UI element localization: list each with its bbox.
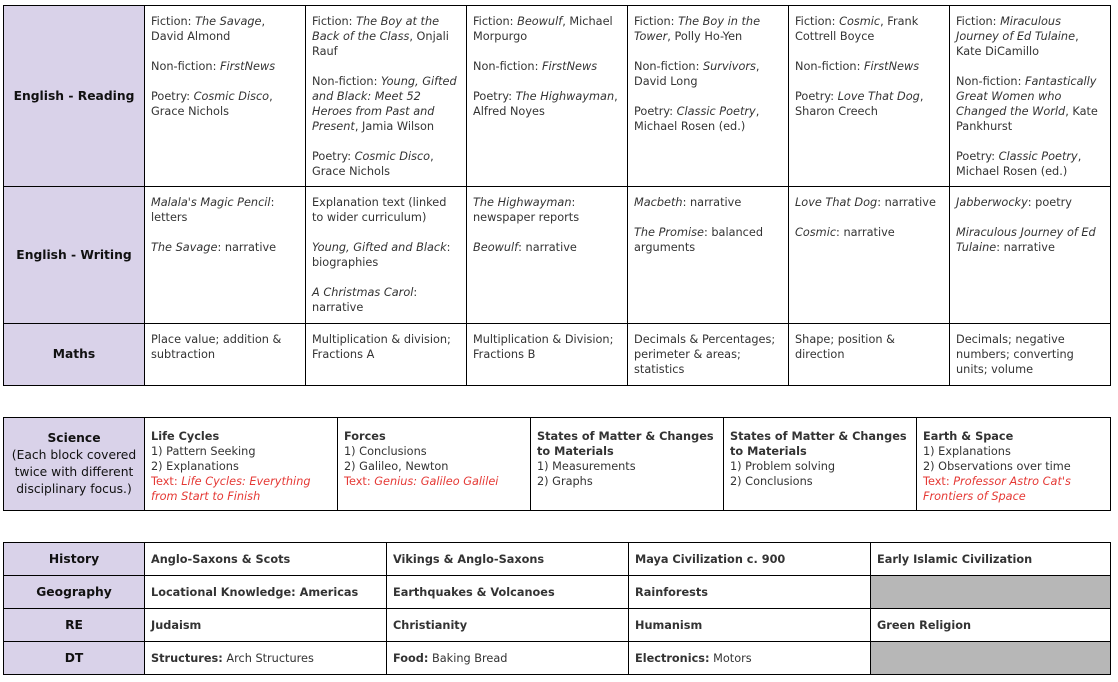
writing-cell-1: Malala's Magic Pencil: letters The Savage: narrative: [145, 187, 306, 324]
science-block-1: Life Cycles 1) Pattern Seeking 2) Explanations Text: Life Cycles: Everything from Start to Finish: [145, 418, 338, 511]
history-cell-4: Early Islamic Civilization: [871, 543, 1111, 576]
science-table: [3, 417, 1111, 511]
dt-cell-empty: [871, 642, 1111, 675]
science-block-2: Forces 1) Conclusions 2) Galileo, Newton Text: Genius: Galileo Galilei: [338, 418, 531, 511]
row-header-geography: Geography: [4, 576, 145, 609]
row-header-science: [4, 418, 145, 511]
maths-cell-2: Multiplication & division; Fractions A: [306, 324, 467, 386]
geography-cell-empty: [871, 576, 1111, 609]
english-maths-table: [3, 5, 1111, 386]
science-block-4: States of Matter & Changes to Materials 1) Problem solving 2) Conclusions: [724, 418, 917, 511]
reading-cell-1: Fiction: The Savage, David Almond Non-fiction: FirstNews Poetry: Cosmic Disco, Grace Nichols: [145, 6, 306, 187]
foundation-subjects-table: [3, 542, 1111, 675]
history-cell-1: Anglo-Saxons & Scots: [145, 543, 387, 576]
row-header-dt: DT: [4, 642, 145, 675]
history-cell-3: Maya Civilization c. 900: [629, 543, 871, 576]
maths-cell-6: Decimals; negative numbers; converting units; volume: [950, 324, 1111, 386]
reading-cell-5: Fiction: Cosmic, Frank Cottrell Boyce Non-fiction: FirstNews Poetry: Love That Dog, Sharon Creech: [789, 6, 950, 187]
science-block-5: Earth & Space 1) Explanations 2) Observations over time Text: Professor Astro Cat's Frontiers of Space: [917, 418, 1111, 511]
science-note: (Each block covered twice with different disciplinary focus.): [11, 448, 137, 496]
english-reading-row: [4, 6, 1111, 187]
reading-cell-3: Fiction: Beowulf, Michael Morpurgo Non-fiction: FirstNews Poetry: The Highwayman, Alfred Noyes: [467, 6, 628, 187]
geography-cell-1: Locational Knowledge: Americas: [145, 576, 387, 609]
writing-cell-6: Jabberwocky: poetry Miraculous Journey of Ed Tulaine: narrative: [950, 187, 1111, 324]
writing-cell-4: Macbeth: narrative The Promise: balanced arguments: [628, 187, 789, 324]
english-writing-row: [4, 187, 1111, 324]
re-cell-2: Christianity: [387, 609, 629, 642]
dt-row: [4, 642, 1111, 675]
row-header-english-reading: English - Reading: [4, 6, 145, 187]
geography-cell-2: Earthquakes & Volcanoes: [387, 576, 629, 609]
history-cell-2: Vikings & Anglo-Saxons: [387, 543, 629, 576]
writing-cell-5: Love That Dog: narrative Cosmic: narrative: [789, 187, 950, 324]
history-row: [4, 543, 1111, 576]
re-cell-1: Judaism: [145, 609, 387, 642]
reading-cell-4: Fiction: The Boy in the Tower, Polly Ho-Yen Non-fiction: Survivors, David Long Poetry: Classic Poetry, Michael Rosen (ed.): [628, 6, 789, 187]
dt-cell-1: Structures: Arch Structures: [145, 642, 387, 675]
maths-cell-3: Multiplication & Division; Fractions B: [467, 324, 628, 386]
science-block-3: States of Matter & Changes to Materials 1) Measurements 2) Graphs: [531, 418, 724, 511]
science-label: Science: [47, 431, 101, 445]
writing-cell-2: Explanation text (linked to wider curriculum) Young, Gifted and Black: biographies A Christmas Carol: narrative: [306, 187, 467, 324]
maths-row: [4, 324, 1111, 386]
maths-cell-4: Decimals & Percentages; perimeter & areas; statistics: [628, 324, 789, 386]
writing-cell-3: The Highwayman: newspaper reports Beowulf: narrative: [467, 187, 628, 324]
maths-cell-1: Place value; addition & subtraction: [145, 324, 306, 386]
row-header-re: RE: [4, 609, 145, 642]
reading-cell-6: Fiction: Miraculous Journey of Ed Tulaine, Kate DiCamillo Non-fiction: Fantastically Great Women who Changed the World, Kate Pankhurst Poetry: Classic Poetry, Michael Rosen (ed.): [950, 6, 1111, 187]
row-header-english-writing: English - Writing: [4, 187, 145, 324]
dt-cell-2: Food: Baking Bread: [387, 642, 629, 675]
dt-cell-3: Electronics: Motors: [629, 642, 871, 675]
re-cell-3: Humanism: [629, 609, 871, 642]
row-header-history: History: [4, 543, 145, 576]
geography-cell-3: Rainforests: [629, 576, 871, 609]
row-header-maths: Maths: [4, 324, 145, 386]
geography-row: [4, 576, 1111, 609]
re-cell-4: Green Religion: [871, 609, 1111, 642]
reading-cell-2: Fiction: The Boy at the Back of the Class, Onjali Rauf Non-fiction: Young, Gifted and Black: Meet 52 Heroes from Past and Present, Jamia Wilson Poetry: Cosmic Disco, Grace Nichols: [306, 6, 467, 187]
re-row: [4, 609, 1111, 642]
maths-cell-5: Shape; position & direction: [789, 324, 950, 386]
science-row: [4, 418, 1111, 511]
